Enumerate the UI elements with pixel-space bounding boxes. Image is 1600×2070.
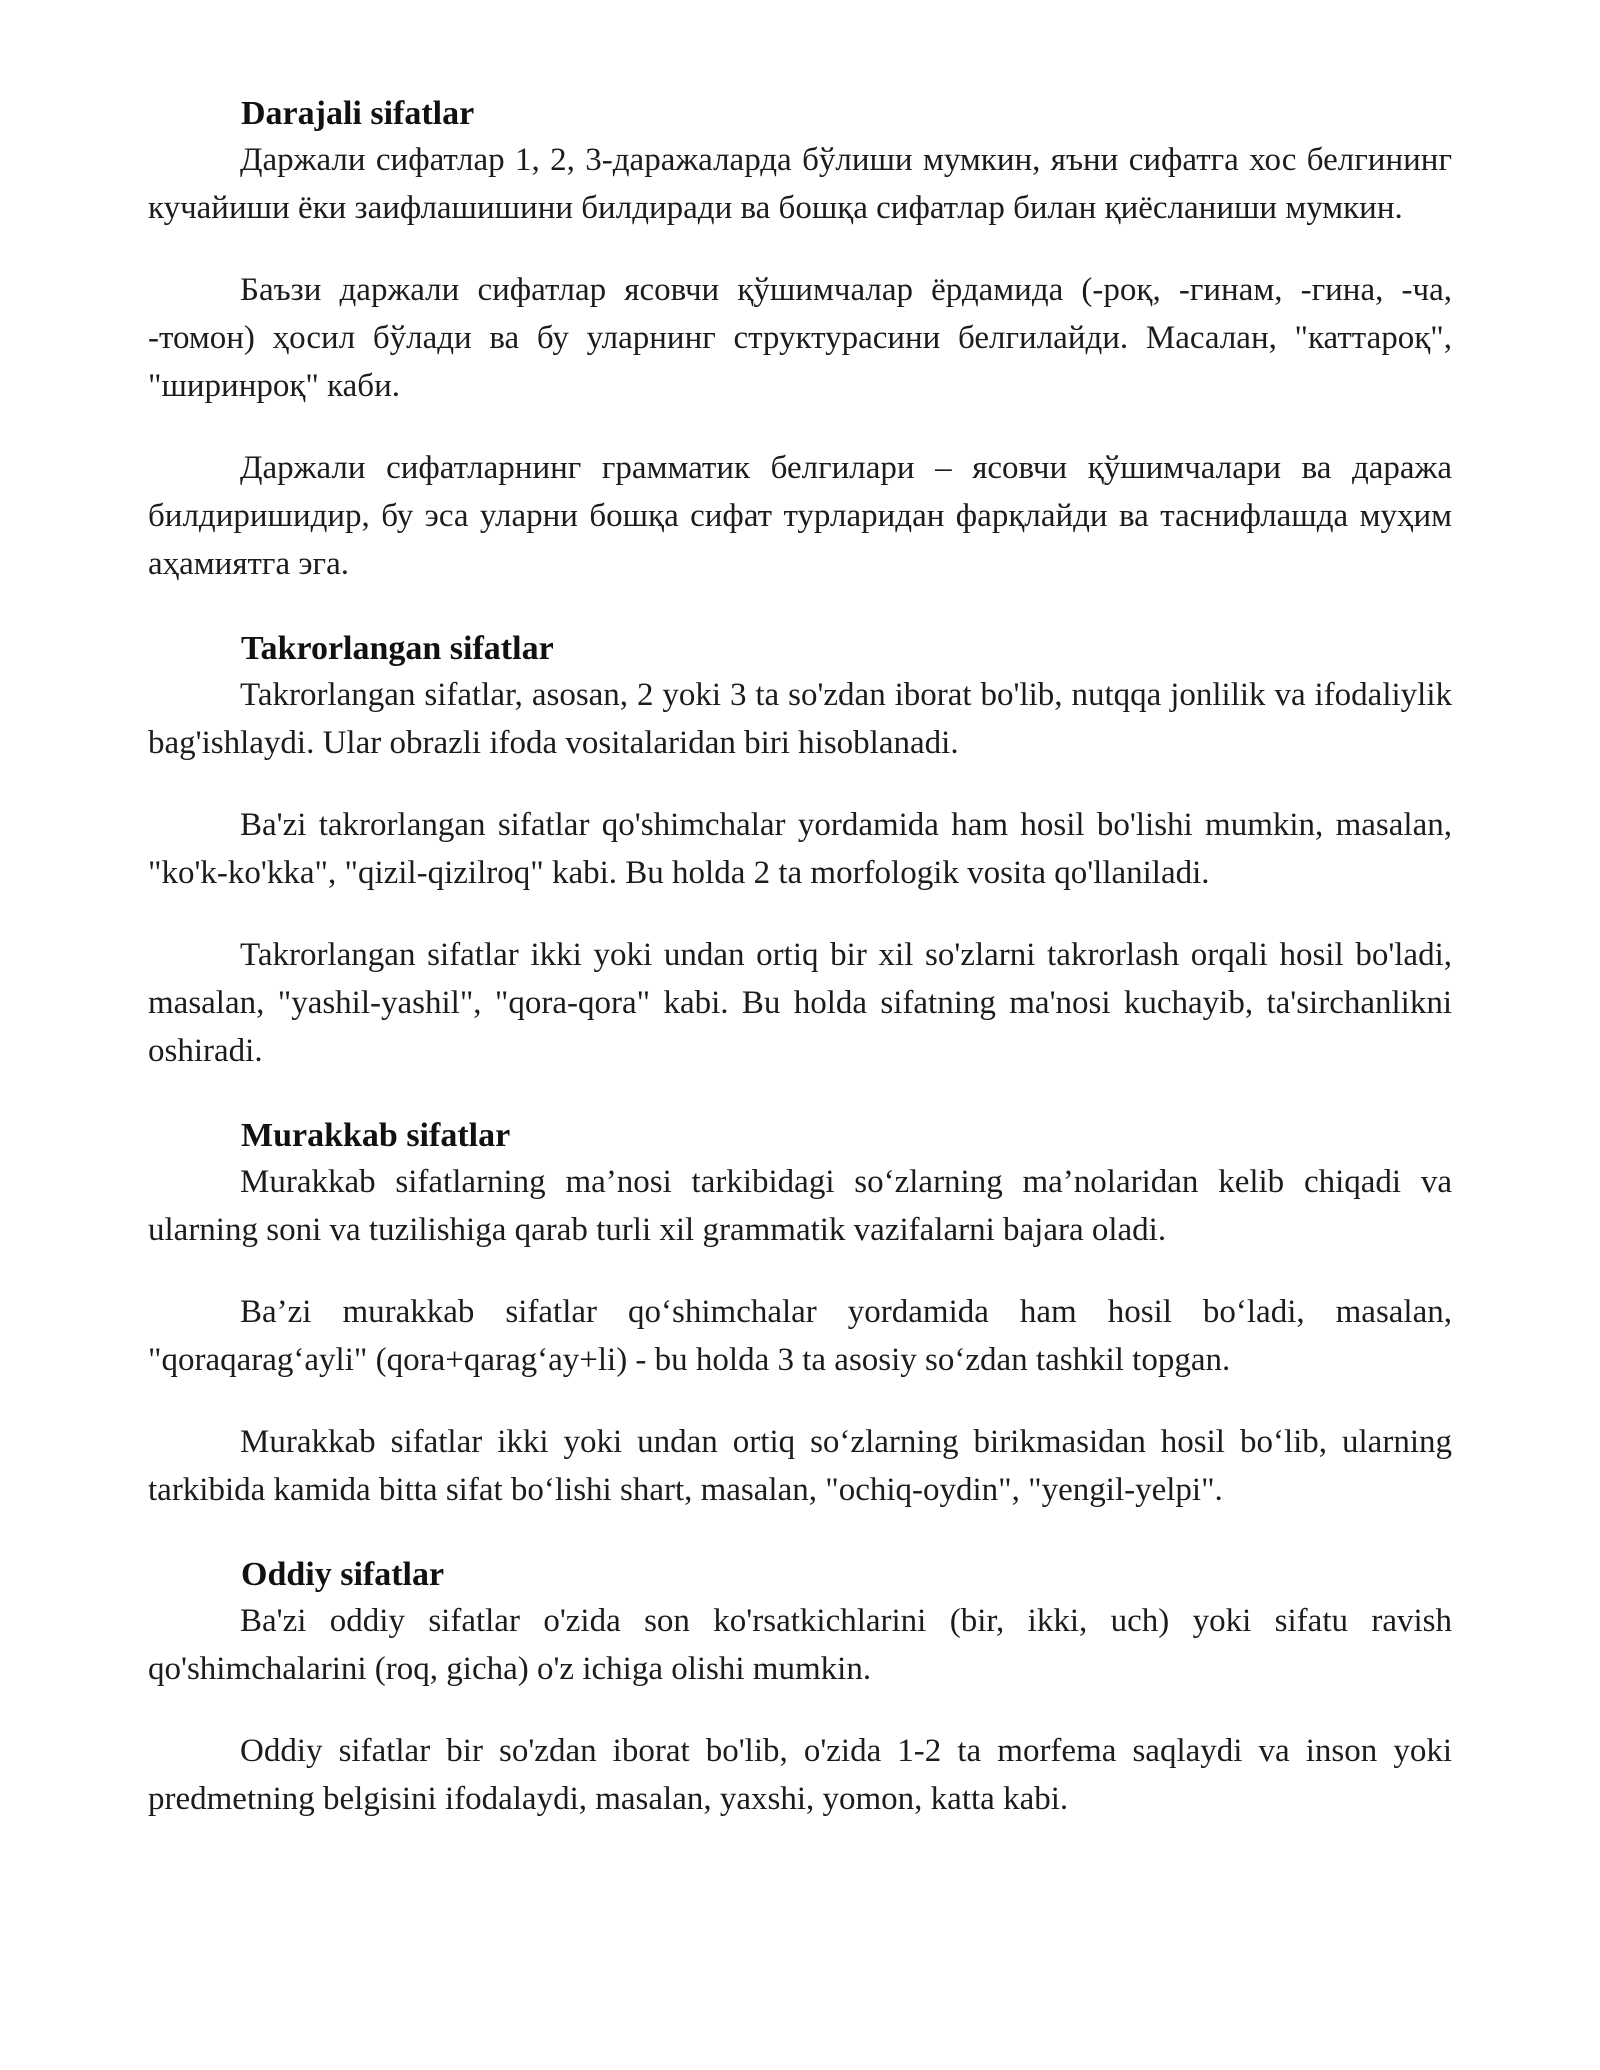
section-heading: Takrorlangan sifatlar <box>241 630 554 667</box>
section-heading: Murakkab sifatlar <box>241 1117 511 1154</box>
section-murakkab <box>148 1114 1452 1514</box>
paragraph: Murakkab sifatlarning ma’nosi tarkibidagi so‘zlarning ma’nolaridan kelib chiqadi va ularning soni va tuzilishiga qarab turli xil grammatik vazifalarni bajara oladi. <box>148 1164 1452 1248</box>
document-page <box>148 92 1452 1823</box>
paragraph: Ba’zi murakkab sifatlar qo‘shimchalar yordamida ham hosil bo‘ladi, masalan, "qoraqarag‘ayli" (qora+qarag‘ay+li) - bu holda 3 ta asosiy so‘zdan tashkil topgan. <box>148 1294 1452 1378</box>
section-heading: Oddiy sifatlar <box>241 1556 445 1593</box>
section-darajali <box>148 92 1452 588</box>
section-heading: Darajali sifatlar <box>241 95 475 132</box>
paragraph: Даржали сифатлар 1, 2, 3-даражаларда бўлиши мумкин, яъни сифатга хос белгининг кучайиши ёки заифлашишини билдиради ва бошқа сифатлар билан қиёсланиши мумкин. <box>148 142 1452 226</box>
paragraph: Takrorlangan sifatlar ikki yoki undan ortiq bir xil so'zlarni takrorlash orqali hosil bo'ladi, masalan, "yashil-yashil", "qora-qora" kabi. Bu holda sifatning ma'nosi kuchayib, ta'sirchanlikni oshiradi. <box>148 937 1452 1069</box>
paragraph: Даржали сифатларнинг грамматик белгилари – ясовчи қўшимчалари ва даража билдиришидир, бу эса уларни бошқа сифат турларидан фарқлайди ва таснифлашда муҳим аҳамиятга эга. <box>148 450 1452 582</box>
paragraph: Ba'zi takrorlangan sifatlar qo'shimchalar yordamida ham hosil bo'lishi mumkin, masalan, "ko'k-ko'kka", "qizil-qizilroq" kabi. Bu holda 2 ta morfologik vosita qo'llaniladi. <box>148 807 1452 891</box>
paragraph: Takrorlangan sifatlar, asosan, 2 yoki 3 ta so'zdan iborat bo'lib, nutqqa jonlilik va ifodaliylik bag'ishlaydi. Ular obrazli ifoda vositalaridan biri hisoblanadi. <box>148 677 1452 761</box>
paragraph: Murakkab sifatlar ikki yoki undan ortiq so‘zlarning birikmasidan hosil bo‘lib, ularning tarkibida kamida bitta sifat bo‘lishi shart, masalan, "ochiq-oydin", "yengil-yelpi". <box>148 1424 1452 1508</box>
section-takrorlangan <box>148 627 1452 1075</box>
paragraph: Ba'zi oddiy sifatlar o'zida son ko'rsatkichlarini (bir, ikki, uch) yoki sifatu ravish qo'shimchalarini (roq, gicha) o'z ichiga olishi mumkin. <box>148 1603 1452 1687</box>
paragraph: Oddiy sifatlar bir so'zdan iborat bo'lib, o'zida 1-2 ta morfema saqlaydi va inson yoki predmetning belgisini ifodalaydi, masalan, yaxshi, yomon, katta kabi. <box>148 1733 1452 1817</box>
paragraph: Баъзи даржали сифатлар ясовчи қўшимчалар ёрдамида (-роқ, -гинам, -гина, -ча, -томон) ҳосил бўлади ва бу уларнинг структурасини белгилайди. Масалан, "каттароқ", "ширинроқ" каби. <box>148 272 1452 404</box>
section-oddiy <box>148 1553 1452 1823</box>
